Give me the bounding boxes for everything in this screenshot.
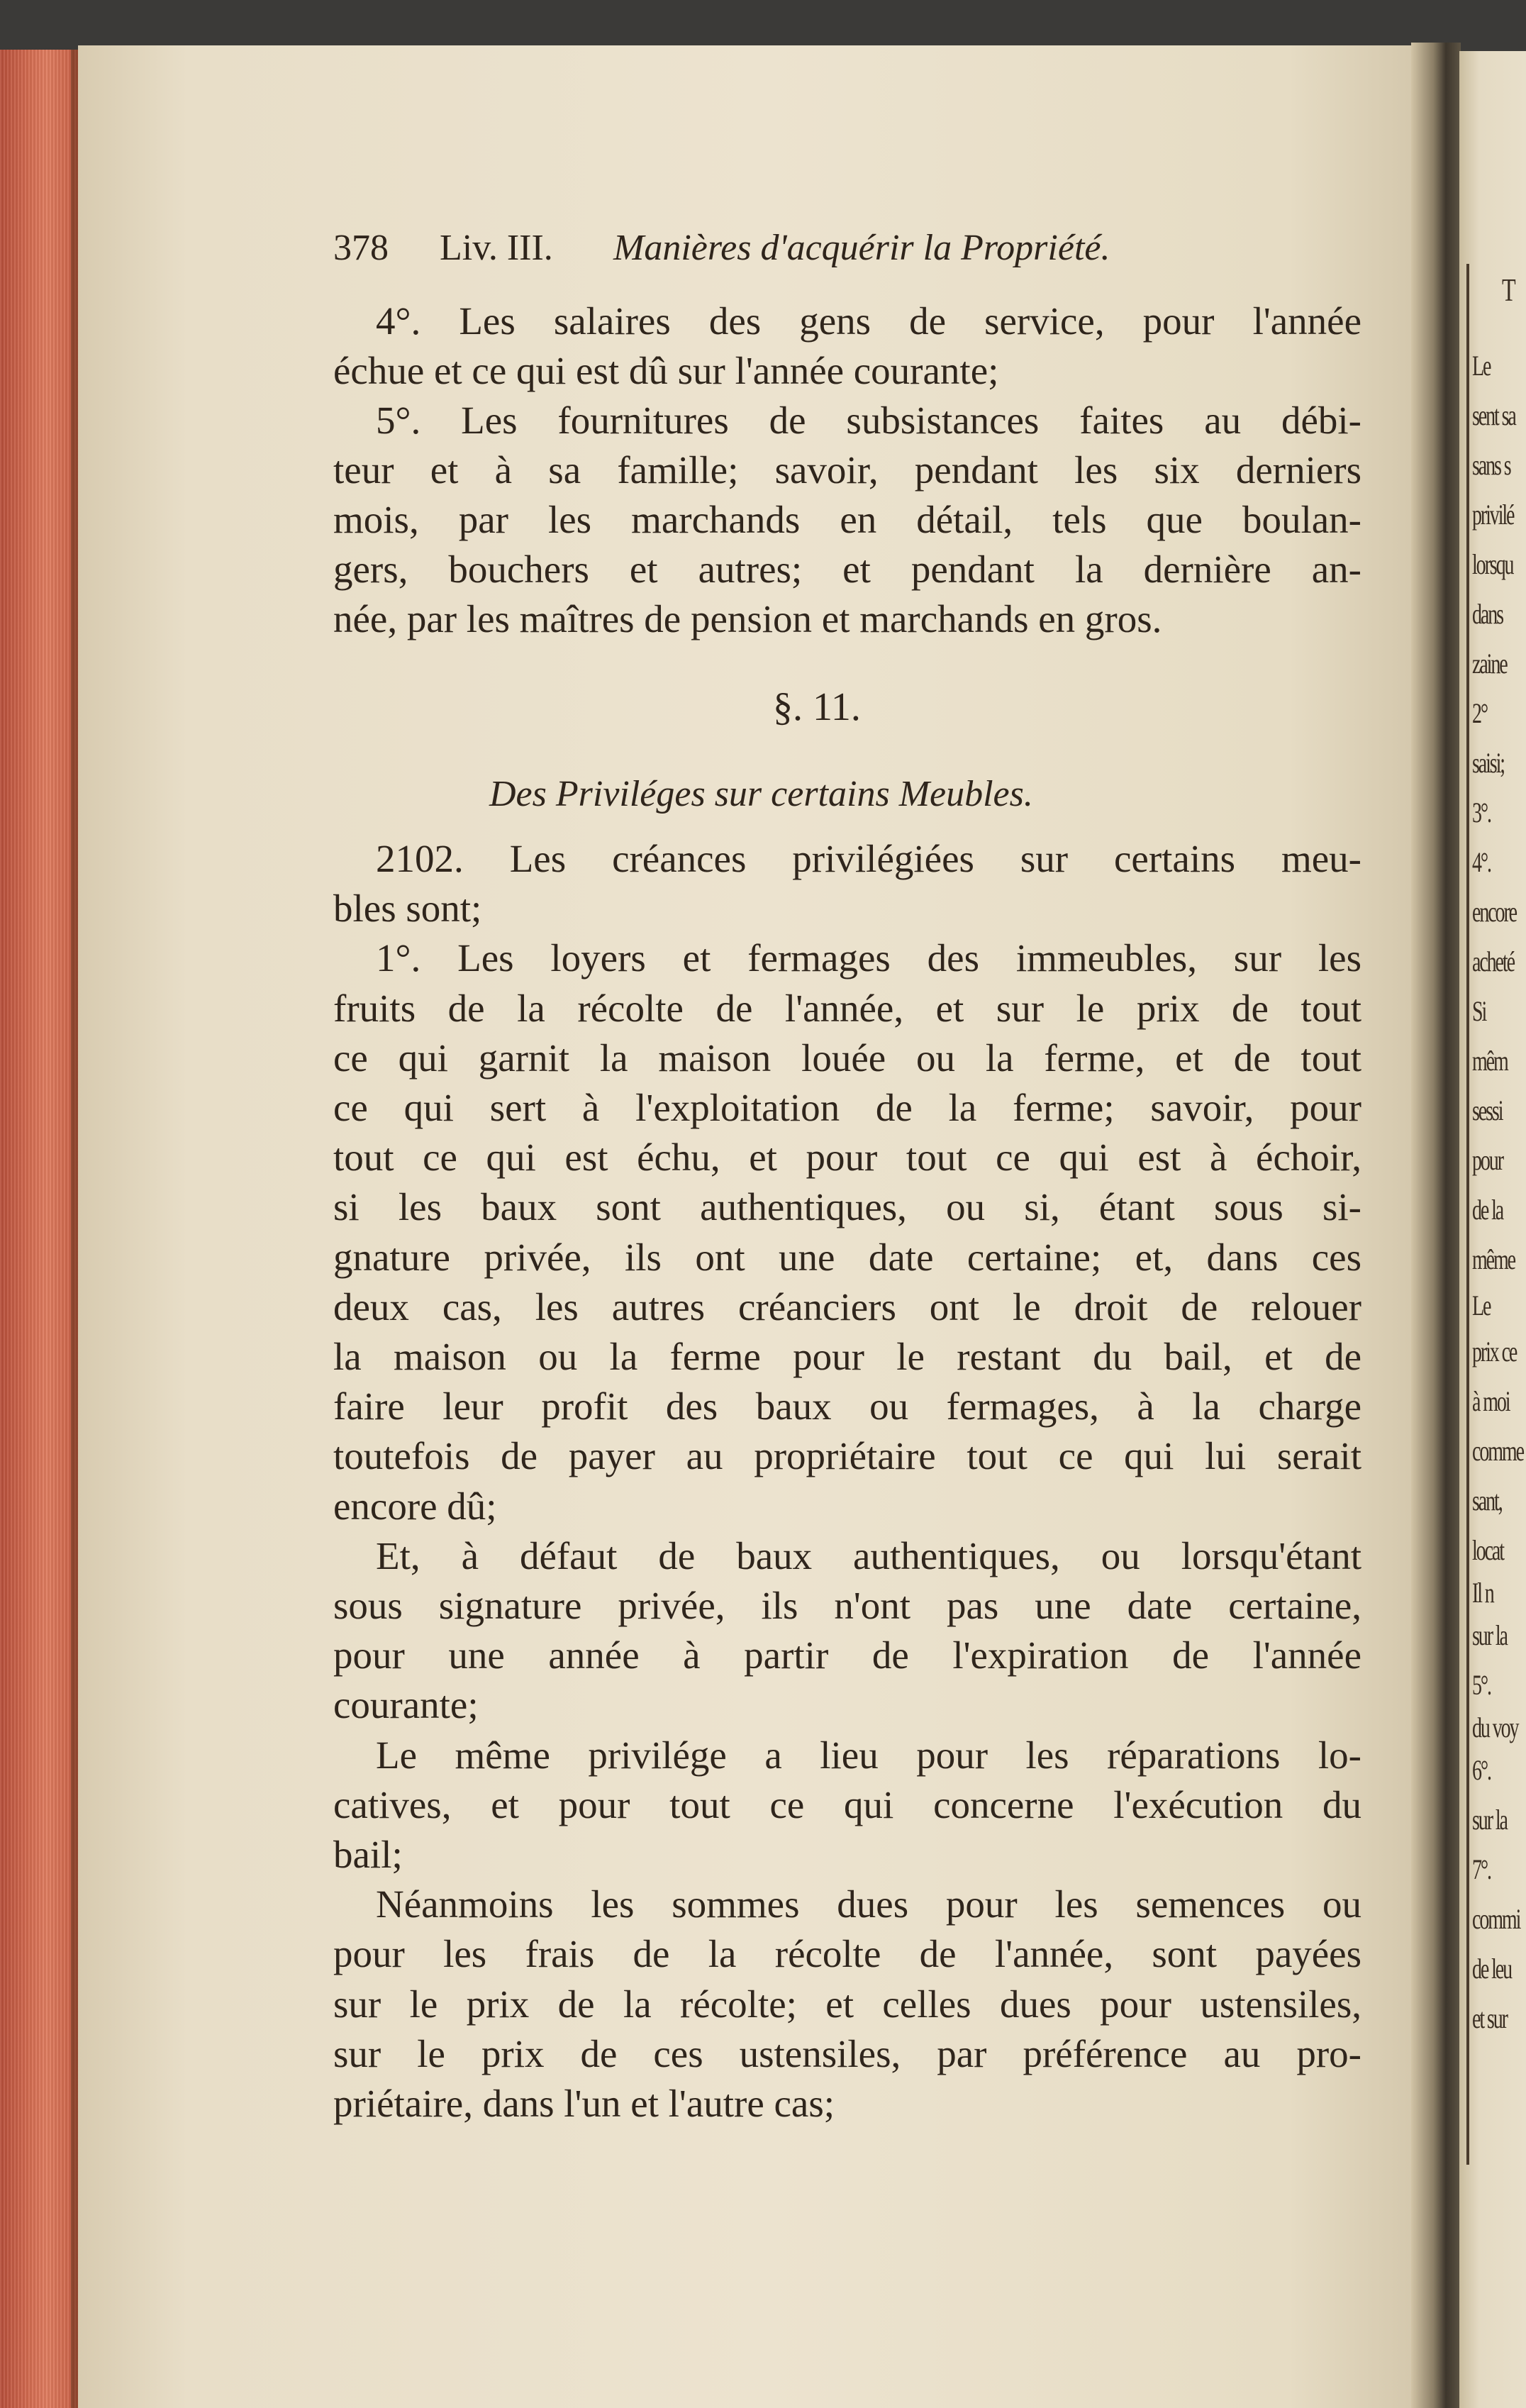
book-number: Liv. III. bbox=[440, 228, 553, 268]
text-line: 1°. Les loyers et fermages des immeubles, sur les bbox=[376, 936, 1361, 980]
facing-page-fragment: 5°. bbox=[1472, 1669, 1491, 1701]
text-line: Le même privilége a lieu pour les réparations lo- bbox=[376, 1733, 1361, 1777]
text-line: bles sont; bbox=[333, 887, 482, 930]
text-line: mois, par les marchands en détail, tels que boulan- bbox=[333, 498, 1361, 541]
facing-page-fragment: prix ce bbox=[1472, 1336, 1517, 1367]
text-line: 2102. Les créances privilégiées sur certains meu- bbox=[376, 837, 1361, 880]
text-line: ce qui garnit la maison louée ou la ferme, et de tout bbox=[333, 1036, 1361, 1080]
text-line: Et, à défaut de baux authentiques, ou lorsqu'étant bbox=[376, 1534, 1361, 1577]
text-line: Néanmoins les sommes dues pour les semences ou bbox=[376, 1882, 1361, 1926]
text-line: encore dû; bbox=[333, 1485, 497, 1528]
facing-page-fragment: locat bbox=[1472, 1534, 1503, 1566]
facing-page-fragment: sessi bbox=[1472, 1094, 1503, 1126]
running-head bbox=[333, 227, 1354, 277]
text-line: priétaire, dans l'un et l'autre cas; bbox=[333, 2082, 835, 2125]
running-title: Manières d'acquérir la Propriété. bbox=[613, 228, 1110, 268]
facing-page-fragment: de la bbox=[1472, 1194, 1503, 1226]
text-line: sur le prix de la récolte; et celles dues pour ustensiles, bbox=[333, 1982, 1361, 2026]
text-line: si les baux sont authentiques, ou si, étant sous si- bbox=[333, 1185, 1361, 1228]
facing-page-fragment: 4°. bbox=[1472, 846, 1491, 878]
facing-page-fragment: acheté bbox=[1472, 945, 1514, 977]
text-line: catives, et pour tout ce qui concerne l'exécution du bbox=[333, 1783, 1361, 1826]
text-line: pour les frais de la récolte de l'année, sont payées bbox=[333, 1932, 1361, 1975]
facing-page-fragment: Le bbox=[1472, 1289, 1491, 1321]
facing-page-fragment: sur la bbox=[1472, 1619, 1507, 1651]
facing-page-fragment: Il n bbox=[1472, 1577, 1493, 1609]
book-gutter bbox=[1411, 43, 1461, 2408]
text-line: toutefois de payer au propriétaire tout ce qui lui serait bbox=[333, 1434, 1361, 1477]
facing-page-fragment: T bbox=[1502, 272, 1515, 308]
text-line: gnature privée, ils ont une date certaine; et, dans ces bbox=[333, 1236, 1361, 1279]
facing-page-fragment: Si bbox=[1472, 995, 1486, 1027]
facing-page-fragment: privilé bbox=[1472, 499, 1514, 531]
facing-page-fragment: commi bbox=[1472, 1903, 1520, 1935]
facing-page-fragment: sur la bbox=[1472, 1804, 1507, 1836]
facing-page-fragment: saisi; bbox=[1472, 747, 1504, 779]
facing-page-fragment: du voy bbox=[1472, 1711, 1518, 1743]
text-line: sous signature privée, ils n'ont pas une date certaine, bbox=[333, 1584, 1361, 1627]
facing-page-fragment: à moi bbox=[1472, 1385, 1510, 1417]
text-line: 5°. Les fournitures de subsistances faites au débi- bbox=[376, 399, 1361, 442]
text-line: deux cas, les autres créanciers ont le droit de relouer bbox=[333, 1285, 1361, 1328]
text-line: sur le prix de ces ustensiles, par préférence au pro- bbox=[333, 2032, 1361, 2075]
facing-page-fragment: 7°. bbox=[1472, 1853, 1491, 1885]
book-page-edges bbox=[0, 50, 78, 2408]
section-number: §. 11. bbox=[773, 685, 861, 729]
facing-page-fragment: 6°. bbox=[1472, 1754, 1491, 1786]
section-title: Des Priviléges sur certains Meubles. bbox=[489, 774, 1033, 814]
page-number: 378 bbox=[333, 228, 389, 268]
facing-page-fragment: sans s bbox=[1472, 449, 1510, 481]
facing-page-fragment: même bbox=[1472, 1243, 1515, 1275]
text-line: faire leur profit des baux ou fermages, à la charge bbox=[333, 1385, 1361, 1428]
text-line: tout ce qui est échu, et pour tout ce qui est à échoir, bbox=[333, 1136, 1361, 1179]
facing-page-fragment: 2° bbox=[1472, 697, 1487, 729]
facing-page-fragment: de leu bbox=[1472, 1953, 1512, 1985]
text-line: née, par les maîtres de pension et marchands en gros. bbox=[333, 597, 1162, 640]
text-line: gers, bouchers et autres; et pendant la dernière an- bbox=[333, 548, 1361, 591]
facing-page-fragment: et sur bbox=[1472, 2002, 1507, 2034]
facing-page-fragment: dans bbox=[1472, 598, 1503, 630]
text-line: 4°. Les salaires des gens de service, pour l'année bbox=[376, 299, 1361, 343]
facing-page-fragment: zaine bbox=[1472, 648, 1507, 679]
text-line: bail; bbox=[333, 1833, 403, 1876]
text-line: teur et à sa famille; savoir, pendant les six derniers bbox=[333, 448, 1361, 492]
text-line: ce qui sert à l'exploitation de la ferme; savoir, pour bbox=[333, 1086, 1361, 1129]
text-line: la maison ou la ferme pour le restant du bail, et de bbox=[333, 1335, 1361, 1378]
text-line: fruits de la récolte de l'année, et sur le prix de tout bbox=[333, 987, 1361, 1030]
facing-page bbox=[1459, 51, 1526, 2408]
facing-page-fragment: lorsqu bbox=[1472, 548, 1513, 580]
text-line: courante; bbox=[333, 1683, 479, 1726]
text-line: échue et ce qui est dû sur l'année courante; bbox=[333, 349, 999, 392]
facing-page-fragment: Le bbox=[1472, 350, 1491, 382]
facing-page-fragment: sant, bbox=[1472, 1485, 1502, 1516]
facing-page-fragment: encore bbox=[1472, 896, 1517, 928]
facing-page-fragment: pour bbox=[1472, 1144, 1503, 1176]
facing-page-fragment: sent sa bbox=[1472, 399, 1515, 431]
text-line: pour une année à partir de l'expiration de l'année bbox=[333, 1633, 1361, 1677]
facing-page-fragment: 3°. bbox=[1472, 797, 1491, 828]
facing-page-fragment: comme bbox=[1472, 1435, 1523, 1467]
facing-page-rule bbox=[1466, 264, 1469, 2165]
facing-page-fragment: mêm bbox=[1472, 1045, 1508, 1077]
